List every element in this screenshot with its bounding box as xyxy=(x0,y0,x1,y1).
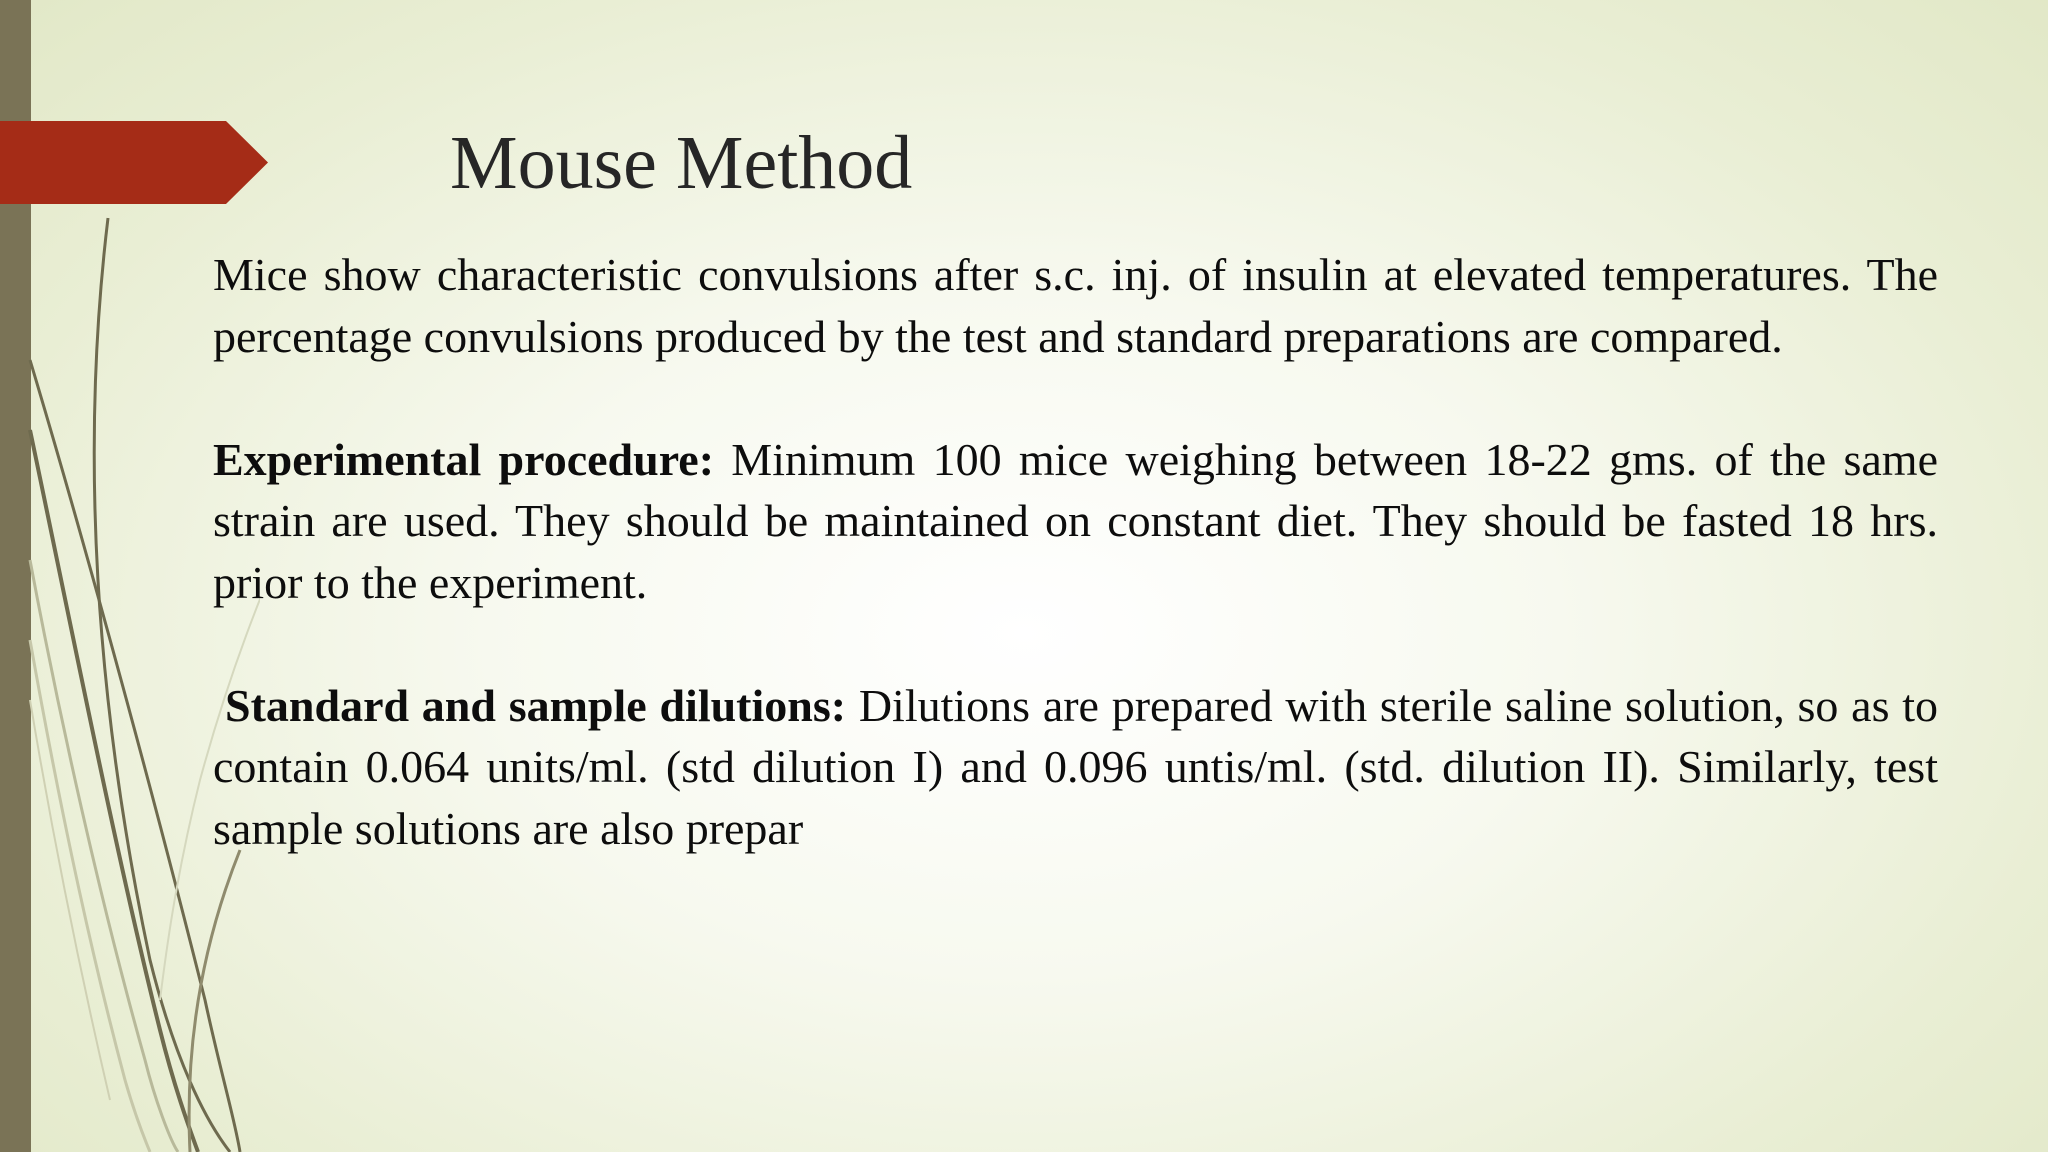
paragraph-intro-text: Mice show characteristic convulsions after s.c. inj. of insulin at elevated temperatures. The percentage convulsions produced by the test and standard preparations are compared. xyxy=(213,249,1938,362)
paragraph-dilutions-heading: Standard and sample dilutions: xyxy=(225,679,847,731)
paragraph-standard-sample-dilutions xyxy=(213,675,1938,860)
paragraph-dilutions-text: Dilutions are prepared with sterile saline solution, so as to contain 0.064 units/ml. (std dilution I) and 0.096 untis/ml. (std. dilution II). Similarly, test sample solutions are also prepar xyxy=(213,679,1938,854)
paragraph-intro xyxy=(213,244,1938,367)
slide-body xyxy=(213,244,1938,859)
paragraph-experimental-procedure-heading: Experimental procedure: xyxy=(213,433,715,485)
paragraph-experimental-procedure xyxy=(213,429,1938,614)
paragraph-experimental-procedure-text: Minimum 100 mice weighing between 18-22 gms. of the same strain are used. They should be maintained on constant diet. They should be fasted 18 hrs. prior to the experiment. xyxy=(213,433,1938,608)
slide-title: Mouse Method xyxy=(450,121,913,205)
title-accent-arrow xyxy=(0,121,268,204)
